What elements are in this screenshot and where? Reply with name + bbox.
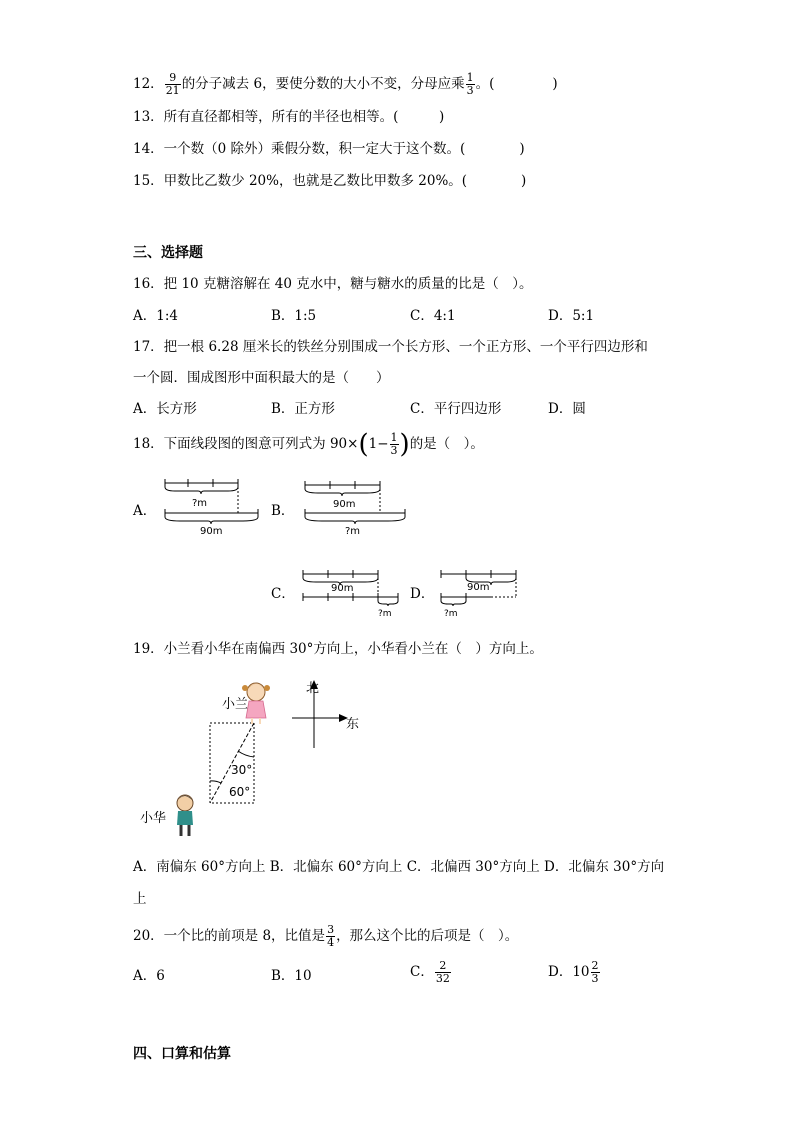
north-label: 北	[306, 681, 320, 696]
east-label: 东	[346, 717, 360, 732]
q16-option-b[interactable]: B．1:5	[271, 308, 317, 324]
q18-c-90m: 90m	[331, 583, 354, 594]
question-15: 15．甲数比乙数少 20%，也就是乙数比甲数多 20%。( )	[133, 173, 527, 189]
xiaohua-label: 小华	[140, 811, 167, 826]
q19-options-line-1[interactable]: A．南偏东 60°方向上 B．北偏东 60°方向上 C．北偏西 30°方向上 D．北偏东 30°方向	[133, 859, 665, 875]
q16-option-d[interactable]: D．5:1	[548, 308, 595, 324]
q18-text-pre: 18．下面线段图的图意可列式为 90×	[133, 436, 359, 452]
q18-diagram-c	[298, 562, 408, 622]
q16-option-a[interactable]: A．1:4	[133, 308, 178, 324]
q18-option-c-label[interactable]: C．	[271, 586, 295, 602]
q18-b-unknown: ?m	[345, 526, 361, 537]
question-14: 14．一个数（0 除外）乘假分数，积一定大于这个数。( )	[133, 141, 525, 157]
q17-option-b[interactable]: B．正方形	[271, 401, 335, 417]
question-20	[133, 924, 518, 949]
q18-a-unknown: ?m	[192, 498, 208, 509]
q18-diagram-a	[160, 475, 265, 540]
q18-option-d-label[interactable]: D．	[410, 586, 435, 602]
q17-option-d[interactable]: D．圆	[548, 401, 586, 417]
q12-paren-open: 。(	[475, 76, 495, 92]
section-3-heading: 三、选择题	[133, 245, 203, 261]
xiaolan-label: 小兰	[222, 697, 249, 712]
q18-option-a-label[interactable]: A．	[133, 503, 157, 519]
q18-diagram-d	[436, 562, 526, 622]
q18-fraction: $\frac{1}{3}$	[390, 431, 398, 457]
question-19: 19．小兰看小华在南偏西 30°方向上，小华看小兰在（ ）方向上。	[133, 641, 543, 657]
section-4-heading: 四、口算和估算	[133, 1046, 231, 1062]
q18-option-b-label[interactable]: B．	[271, 503, 295, 519]
q12-fraction-2: $\frac{1}{3}$	[466, 71, 474, 97]
q18-c-unknown: ?m	[378, 609, 392, 619]
q17-option-a[interactable]: A．长方形	[133, 401, 197, 417]
q18-d-90m: 90m	[467, 582, 490, 593]
q18-paren-left: (	[358, 429, 369, 460]
q18-paren-right: )	[399, 429, 410, 460]
question-12	[133, 72, 558, 97]
q12-fraction-1: $\frac{9}{21}$	[165, 71, 180, 97]
question-18	[133, 429, 484, 460]
q20-option-b[interactable]: B．10	[271, 968, 312, 984]
q12-number: 12．	[133, 76, 164, 92]
q16-option-c[interactable]: C．4:1	[410, 308, 456, 324]
q20-option-c[interactable]: C． $\frac{2}{32}$	[410, 959, 450, 985]
question-17-line-2: 一个圆．围成图形中面积最大的是（ ）	[133, 370, 390, 386]
q19-options-line-2: 上	[133, 891, 147, 907]
q20-option-d[interactable]: D．10 $\frac{2}{3}$	[548, 959, 599, 985]
q18-d-unknown: ?m	[444, 609, 458, 619]
q17-option-c[interactable]: C．平行四边形	[410, 401, 502, 417]
angle-30-label: 30°	[231, 763, 253, 777]
q12-text: 的分子减去 6，要使分数的大小不变，分母应乘	[181, 76, 465, 92]
q18-diagram-b	[300, 475, 410, 540]
q18-one-minus: 1−	[368, 436, 389, 452]
q18-text-post: 的是（ ）。	[409, 436, 484, 452]
boy-icon	[177, 795, 193, 836]
question-17-line-1: 17．把一根 6.28 厘米长的铁丝分别围成一个长方形、一个正方形、一个平行四边形和	[133, 339, 648, 355]
q20-text-pre: 20．一个比的前项是 8，比值是	[133, 928, 326, 944]
angle-60-label: 60°	[229, 785, 251, 799]
question-13: 13．所有直径都相等，所有的半径也相等。( )	[133, 109, 445, 125]
q19-compass-diagram	[130, 672, 370, 844]
q18-b-90m: 90m	[333, 499, 356, 510]
q12-paren-close: )	[552, 76, 558, 92]
q20-option-a[interactable]: A．6	[133, 968, 165, 984]
question-16: 16．把 10 克糖溶解在 40 克水中，糖与糖水的质量的比是（ ）。	[133, 276, 533, 292]
q18-a-90m: 90m	[200, 526, 223, 537]
q20-text-post: ，那么这个比的后项是（ ）。	[336, 928, 519, 944]
q20-fraction: $\frac{3}{4}$	[327, 923, 335, 949]
